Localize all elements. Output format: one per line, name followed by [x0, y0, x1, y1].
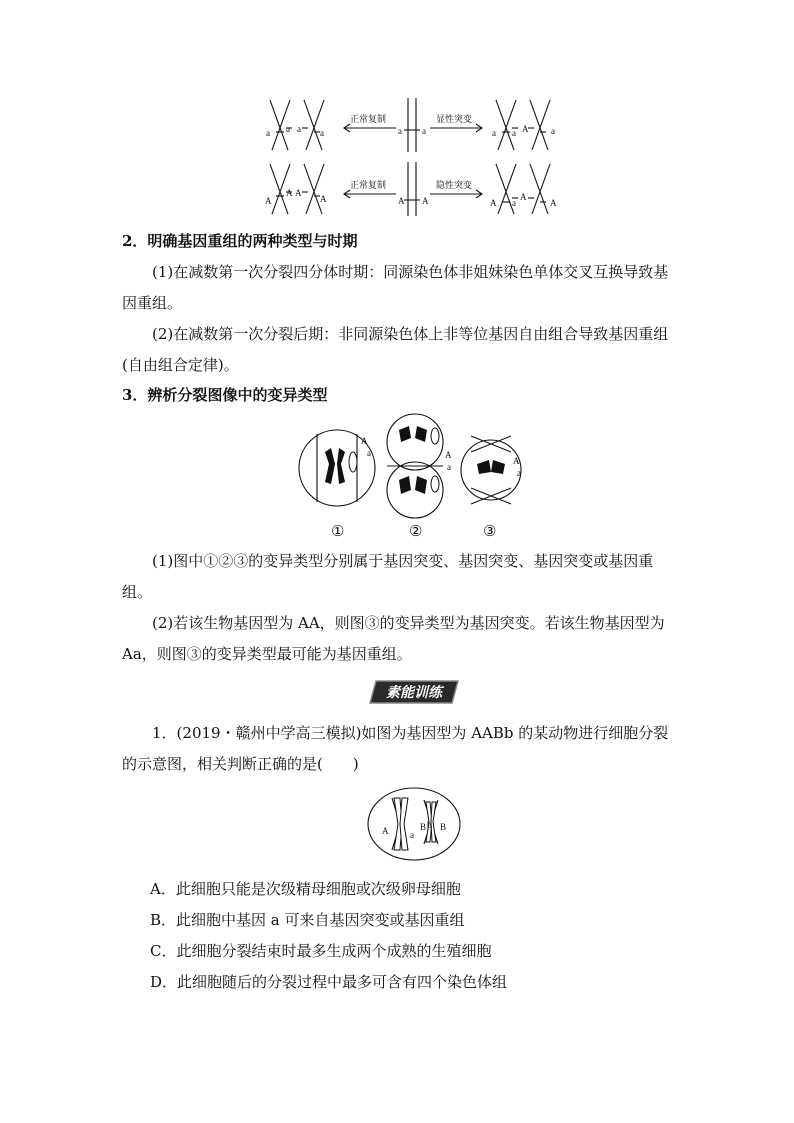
- badge-label: 素能训练: [386, 686, 442, 701]
- gene-label: a: [512, 198, 516, 208]
- figure-number: ③: [483, 524, 497, 540]
- arrow-label: 正常复制: [350, 180, 387, 190]
- paragraph: (2)若该生物基因型为 AA，则图③的变异类型为基因突变。若该生物基因型为 Aa，则图③的变异类型最可能为基因重组。: [122, 614, 665, 663]
- paragraph: (2)在减数第一次分裂后期：非同源染色体上非等位基因自由组合导致基因重组(自由组合定律)。: [122, 325, 669, 374]
- paragraph: (1)在减数第一次分裂四分体时期：同源染色体非姐妹染色单体交叉互换导致基因重组。: [122, 263, 669, 312]
- gene-label: a: [266, 128, 270, 138]
- arrow-label: 显性突变: [436, 114, 473, 124]
- badge-background: [368, 680, 460, 704]
- gene-label: A: [295, 188, 302, 198]
- gene-label: a: [320, 128, 324, 138]
- gene-label: A: [522, 124, 529, 134]
- gene-label: A: [320, 194, 327, 204]
- gene-label: A: [513, 456, 520, 466]
- section-heading: 2．明确基因重组的两种类型与时期: [122, 232, 358, 250]
- option-a: A．此细胞只能是次级精母细胞或次级卵母细胞: [150, 880, 461, 898]
- arrow-label: 隐性突变: [436, 180, 473, 190]
- gene-label: A: [520, 192, 527, 202]
- gene-label: B: [420, 822, 427, 832]
- section-heading: 3．辨析分裂图像中的变异类型: [122, 386, 328, 404]
- gene-label: A: [265, 196, 272, 206]
- question-figure: [364, 786, 464, 862]
- gene-label: a: [517, 468, 521, 478]
- gene-label: A: [445, 450, 452, 460]
- gene-label: a: [492, 128, 496, 138]
- section-badge: [368, 680, 460, 704]
- gene-label: A: [398, 196, 405, 206]
- gene-label: a: [297, 124, 301, 134]
- gene-label: A: [382, 826, 389, 836]
- gene-label: A: [361, 436, 368, 446]
- gene-label: a: [286, 124, 290, 134]
- paragraph: (1)图中①②③的变异类型分别属于基因突变、基因突变、基因突变或基因重组。: [122, 552, 654, 601]
- option-b: B．此细胞中基因 a 可来自基因突变或基因重组: [150, 911, 465, 929]
- gene-label: a: [512, 128, 516, 138]
- gene-label: a: [398, 126, 402, 136]
- gene-label: A: [490, 198, 497, 208]
- figure-number: ②: [409, 524, 423, 540]
- arrow-label: 正常复制: [350, 114, 387, 124]
- cell-division-figure: [295, 412, 531, 542]
- gene-label: A: [550, 198, 557, 208]
- gene-label: a: [551, 126, 555, 136]
- figure-number: ①: [331, 524, 345, 540]
- gene-label: a: [410, 830, 414, 840]
- gene-label: a: [422, 126, 426, 136]
- gene-label: b: [427, 820, 432, 830]
- gene-label: a: [367, 448, 371, 458]
- question-stem: 1．(2019・赣州中学高三模拟)如图为基因型为 AABb 的某动物进行细胞分裂的示意图，相关判断正确的是( ): [122, 724, 669, 773]
- gene-label: A: [286, 188, 293, 198]
- gene-label: a: [447, 462, 451, 472]
- gene-label: B: [440, 822, 447, 832]
- option-d: D．此细胞随后的分裂过程中最多可含有四个染色体组: [150, 973, 508, 991]
- option-c: C．此细胞分裂结束时最多生成两个成熟的生殖细胞: [150, 942, 492, 960]
- mutation-diagram: [262, 92, 562, 218]
- gene-label: A: [422, 196, 429, 206]
